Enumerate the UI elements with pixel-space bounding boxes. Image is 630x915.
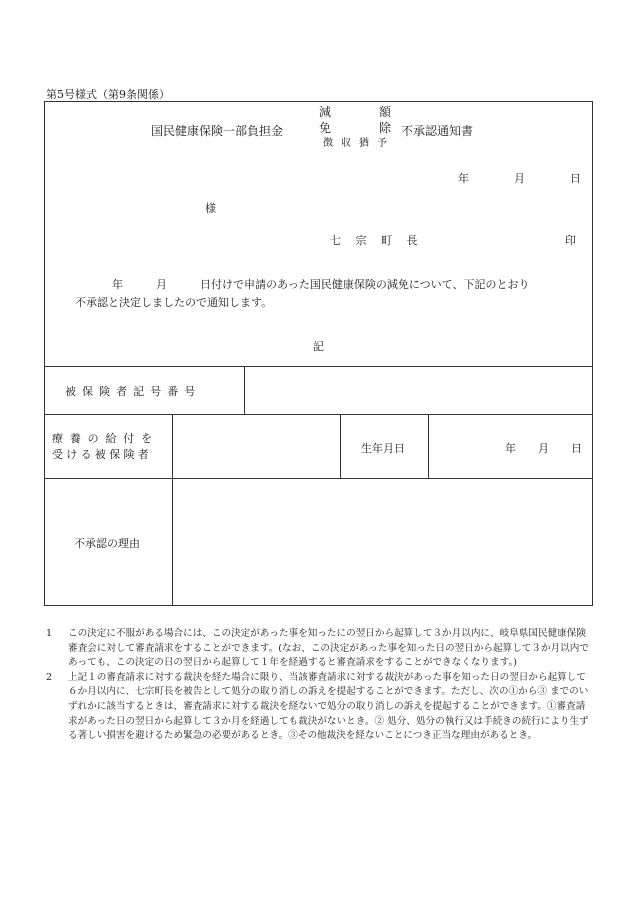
title-option-reduction: 減 額 — [319, 105, 391, 119]
date-month-label: 月 — [514, 172, 525, 185]
notice-body — [75, 276, 575, 312]
title-option-deferral: 徴収猶予 — [323, 138, 387, 149]
note-2 — [46, 671, 594, 744]
table-col-divider-2 — [172, 414, 173, 606]
addressee-suffix: 様 — [205, 202, 216, 215]
title-tail: 不承認通知書 — [401, 124, 474, 138]
note-1 — [46, 627, 594, 671]
notice-body-line-1: 年 月 日付けで申請のあった国民健康保険の減免について、下記のとおり — [112, 278, 530, 291]
table-rule-2 — [45, 414, 592, 415]
title-stacked-options — [319, 104, 391, 152]
sender-name: 七 宗 町 長 — [330, 234, 423, 247]
table-col-divider-1 — [244, 366, 245, 414]
seal-mark: 印 — [565, 234, 576, 247]
note-1-number: 1 — [46, 628, 53, 639]
recipient-label — [52, 431, 159, 463]
form-number: 第5号様式（第9条関係） — [46, 88, 170, 101]
note-1-text: この決定に不服がある場合には、この決定があった事を知ったにの翌日から起算して３か月以内に、岐阜県国民健康保険審査会に対して審査請求をすることができます。(なお、この決定があった事を知った日の翌日から起算して３か月以内であっても、この決定の日の翌日から起算して１年を経過すると審査請求をすることができなくなります。) — [68, 628, 589, 669]
birth-date-value: 年 月 日 — [505, 442, 582, 455]
date-year-label: 年 — [458, 172, 469, 185]
table-top-rule — [45, 366, 592, 367]
notes-section — [46, 627, 594, 744]
table-col-divider-4 — [428, 414, 429, 478]
table-col-divider-3 — [340, 414, 341, 478]
insured-number-label: 被保険者記号番号 — [65, 385, 202, 398]
note-2-text: 上記１の審査請求に対する裁決を経た場合に限り、当該審査請求に対する裁決があった事を知った日の翌日から起算して６か月以内に、七宗町長を被告として処分の取り消しの訴えを提起することができます。ただし、次の①から③ までのいずれかに該当するときは、審査請求に対する裁決を経ないで処分の取り消しの訴えを提起することができます。①審査請求があった日の翌日から起算して３か月を経過しても裁決がないとき。② 処分、処分の執行又は手続きの続行により生ずる著しい損害を避けるため緊急の必要があるとき。③その他裁決を経ないことにつき正当な理由があるとき。 — [68, 671, 589, 742]
table-rule-3 — [45, 478, 592, 479]
date-day-label: 日 — [570, 172, 581, 185]
birth-date-label: 生年月日 — [361, 442, 405, 455]
rejection-reason-label: 不承認の理由 — [74, 537, 140, 550]
title-option-exemption: 免 除 — [319, 121, 391, 135]
title-main: 国民健康保険一部負担金 — [151, 124, 284, 138]
form-frame — [44, 101, 593, 606]
note-2-number: 2 — [46, 671, 53, 683]
recipient-label-line-1: 療養の給付を — [52, 432, 159, 445]
issue-date — [458, 170, 581, 186]
recipient-label-line-2: 受ける被保険者 — [52, 448, 153, 461]
ki-heading: 記 — [313, 340, 324, 353]
notice-body-line-2: 不承認と決定しましたので通知します。 — [75, 296, 273, 309]
